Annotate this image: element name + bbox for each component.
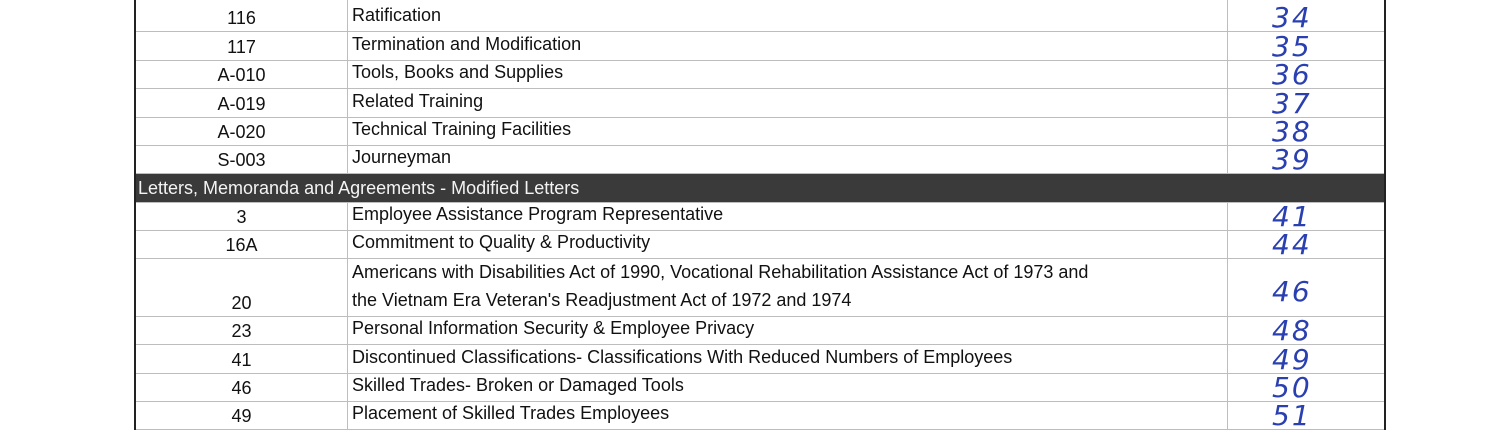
letter-title-line: the Vietnam Era Veteran's Readjustment Act of 1972 and 1974 bbox=[352, 290, 852, 310]
handwritten-page-number bbox=[1228, 143, 1384, 176]
table-row bbox=[136, 228, 1384, 261]
table-row bbox=[136, 399, 1384, 432]
page-number-text: 50 bbox=[1272, 371, 1312, 404]
table-row bbox=[136, 115, 1384, 148]
letter-number: A-020 bbox=[136, 118, 348, 145]
page-number-text: 36 bbox=[1272, 58, 1312, 91]
page-number-text: 48 bbox=[1272, 314, 1312, 347]
table-row bbox=[136, 32, 1384, 61]
table-row bbox=[136, 259, 1384, 317]
handwritten-page-number bbox=[1228, 399, 1384, 432]
handwritten-page-number bbox=[1228, 30, 1384, 63]
letter-title: Placement of Skilled Trades Employees bbox=[348, 402, 1228, 429]
handwritten-page-number bbox=[1228, 228, 1384, 261]
page-number-text: 35 bbox=[1272, 30, 1312, 63]
handwritten-page-number bbox=[1228, 200, 1384, 233]
letter-title: Technical Training Facilities bbox=[348, 118, 1228, 145]
table-row bbox=[136, 200, 1384, 233]
letter-number: 49 bbox=[136, 402, 348, 429]
table-row bbox=[136, 58, 1384, 91]
handwritten-page-number bbox=[1228, 58, 1384, 91]
handwritten-page-number bbox=[1228, 343, 1384, 376]
letter-title: Ratification bbox=[348, 0, 1228, 31]
letter-title: Related Training bbox=[348, 89, 1228, 117]
handwritten-page-number bbox=[1228, 87, 1384, 120]
table-row bbox=[136, 314, 1384, 347]
table-row bbox=[136, 0, 1384, 32]
letter-number: A-010 bbox=[136, 61, 348, 88]
letter-title: Personal Information Security & Employee Privacy bbox=[348, 317, 1228, 344]
page-number-text: 44 bbox=[1272, 228, 1312, 261]
section-header: Letters, Memoranda and Agreements - Modified Letters bbox=[136, 174, 1384, 203]
contents-table bbox=[134, 0, 1386, 430]
table-row bbox=[136, 89, 1384, 118]
letter-number: 46 bbox=[136, 374, 348, 401]
letter-number: 41 bbox=[136, 345, 348, 373]
letter-number: A-019 bbox=[136, 89, 348, 117]
letter-title-line: Americans with Disabilities Act of 1990, Vocational Rehabilitation Assistance Act of 1973 and bbox=[352, 262, 1089, 282]
letter-number: 16A bbox=[136, 231, 348, 258]
letter-title: Termination and Modification bbox=[348, 32, 1228, 60]
handwritten-page-number bbox=[1228, 115, 1384, 148]
page-number-text: 46 bbox=[1272, 275, 1312, 308]
letter-number: 117 bbox=[136, 32, 348, 60]
page-number-text: 49 bbox=[1272, 343, 1312, 376]
table-row bbox=[136, 143, 1384, 176]
handwritten-page-number bbox=[1228, 371, 1384, 404]
table-row bbox=[136, 371, 1384, 404]
letter-number: 116 bbox=[136, 0, 348, 31]
letter-title: Journeyman bbox=[348, 146, 1228, 173]
handwritten-page-number bbox=[1228, 259, 1384, 316]
page-number-text: 51 bbox=[1272, 399, 1312, 432]
letter-number: 23 bbox=[136, 317, 348, 344]
letter-number: S-003 bbox=[136, 146, 348, 173]
letter-title: Employee Assistance Program Representative bbox=[348, 203, 1228, 230]
letter-title bbox=[348, 259, 1228, 316]
page-number-text: 38 bbox=[1272, 115, 1312, 148]
letter-number: 20 bbox=[136, 259, 348, 316]
page-number-text: 39 bbox=[1272, 143, 1312, 176]
page-number-text: 37 bbox=[1272, 87, 1312, 120]
handwritten-page-number bbox=[1228, 314, 1384, 347]
page-number-text: 34 bbox=[1272, 1, 1312, 34]
letter-title: Discontinued Classifications- Classifications With Reduced Numbers of Employees bbox=[348, 345, 1228, 373]
letter-title: Tools, Books and Supplies bbox=[348, 61, 1228, 88]
table-row bbox=[136, 345, 1384, 374]
letter-title: Commitment to Quality & Productivity bbox=[348, 231, 1228, 258]
letter-number: 3 bbox=[136, 203, 348, 230]
handwritten-page-number bbox=[1228, 0, 1384, 34]
letter-title: Skilled Trades- Broken or Damaged Tools bbox=[348, 374, 1228, 401]
page-number-text: 41 bbox=[1272, 200, 1312, 233]
